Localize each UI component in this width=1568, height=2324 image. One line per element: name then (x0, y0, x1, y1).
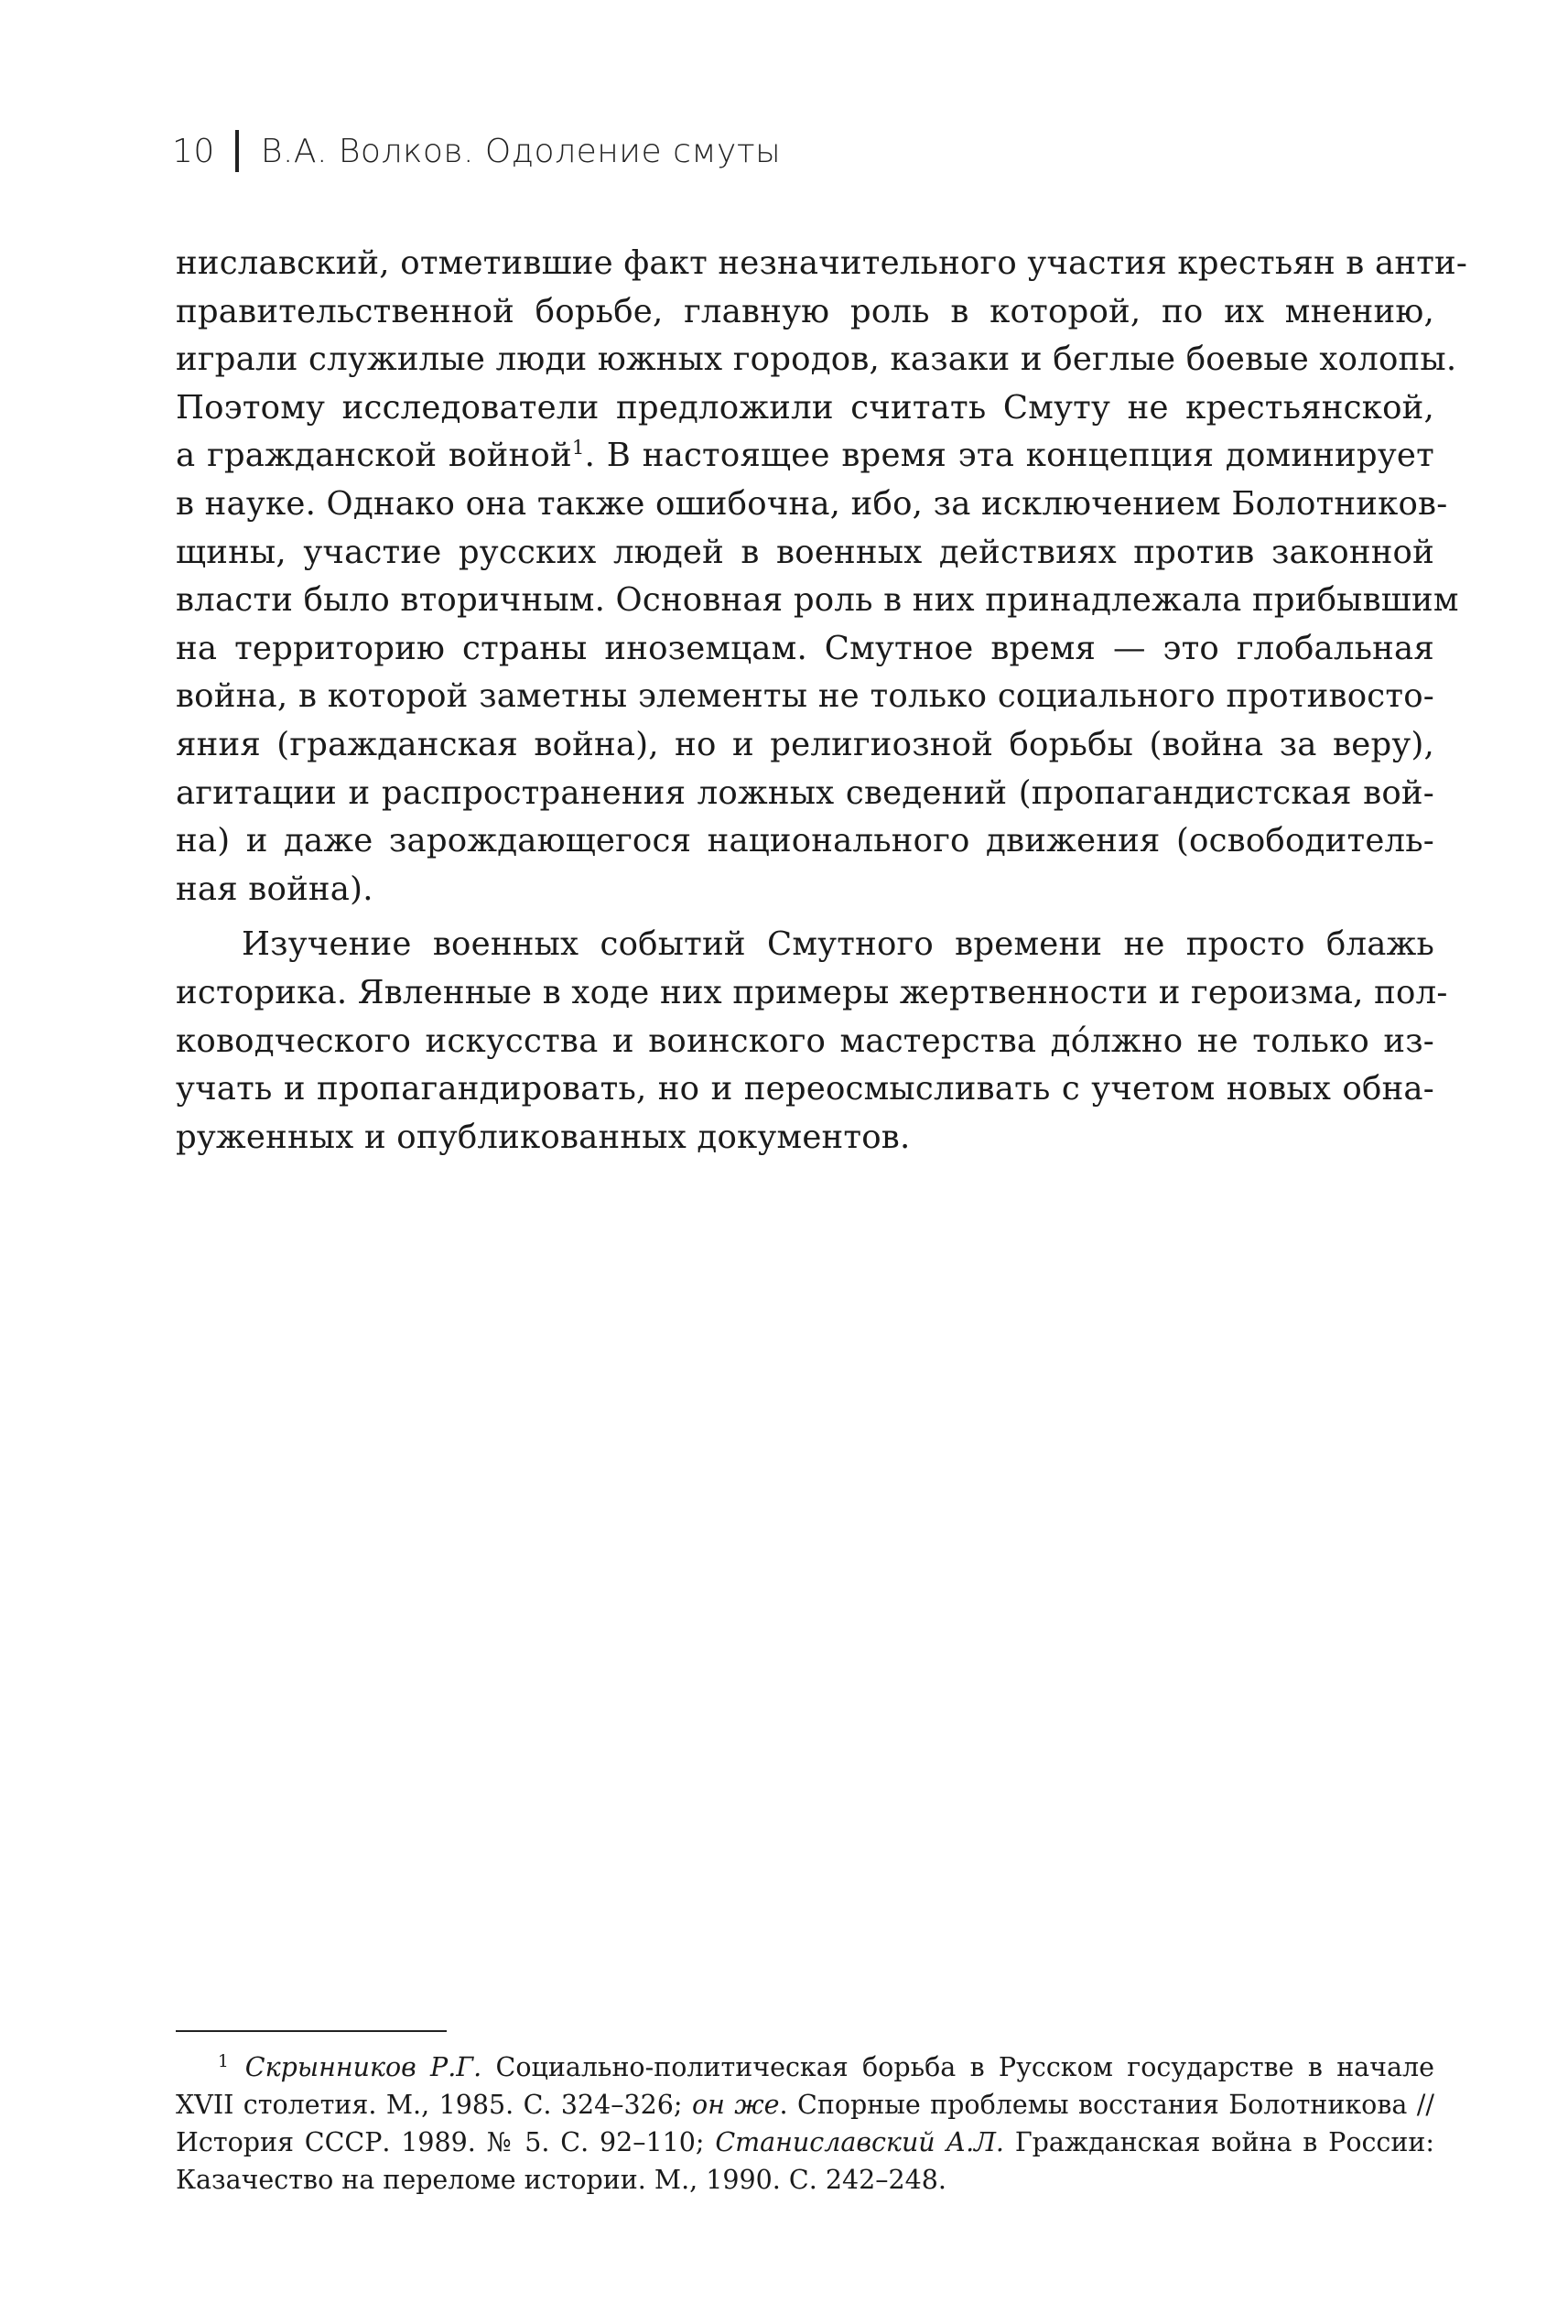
footnote-author: Скрынников Р.Г. (244, 2052, 482, 2082)
text-line: в науке. Однако она также ошибочна, ибо, за исключением Болотников- (176, 484, 1448, 523)
running-title: В.А. Волков. Одоление смуты (260, 132, 782, 170)
text-line: щины, участие русских людей в военных действиях против законной (176, 533, 1434, 571)
footnote-text: Гражданская война в России: (1003, 2127, 1434, 2157)
text-line: агитации и распространения ложных сведений (пропагандистская вой- (176, 773, 1434, 812)
text-line: на территорию страны иноземцам. Смутное время — это глобальная (176, 629, 1434, 667)
running-head (172, 130, 781, 172)
text-line: руженных и опубликованных документов. (176, 1118, 911, 1156)
text-line: играли служилые люди южных городов, казаки и беглые боевые холопы. (176, 340, 1457, 379)
footnote-text: Социально-политическая борьба в Русском государстве в начале (481, 2052, 1434, 2082)
footnote-text: . Спорные проблемы восстания Болотникова // (779, 2090, 1434, 2120)
text-line: Изучение военных событий Смутного времени не просто блажь (242, 925, 1434, 964)
footnote-divider (176, 2030, 447, 2032)
footnote-ibid: он же (691, 2090, 780, 2120)
footnote-line (176, 2124, 1434, 2161)
text-line: на) и даже зарождающегося национального движения (освободитель- (176, 822, 1434, 860)
footnote-reference[interactable]: 1 (571, 437, 585, 460)
text-fragment: В настоящее время эта концепция доминирует (606, 437, 1434, 475)
footnote-line (176, 2086, 1434, 2124)
footnote-text: История СССР. 1989. № 5. С. 92–110; (176, 2127, 716, 2157)
text-fragment: а гражданской войной (176, 437, 572, 475)
body-text (176, 240, 1468, 1162)
text-line: правительственной борьбе, главную роль в которой, по их мнению, (176, 292, 1434, 330)
footnote-author: Станиславский А.Л. (715, 2127, 1004, 2157)
text-line: учать и пропагандировать, но и переосмысливать с учетом новых обна- (176, 1070, 1434, 1108)
text-line: историка. Явленные в ходе них примеры жертвенности и героизма, пол- (176, 973, 1448, 1011)
text-line: ная война). (176, 870, 373, 908)
footnote (176, 2048, 1434, 2199)
footnote-text: XVII столетия. М., 1985. С. 324–326; (176, 2090, 692, 2120)
paragraph-gap (176, 913, 1434, 921)
text-line: война, в которой заметны элементы не только социального противосто- (176, 677, 1434, 716)
footnote-line: Казачество на переломе истории. М., 1990. С. 242–248. (176, 2165, 946, 2195)
text-line: яния (гражданская война), но и религиозной борьбы (война за веру), (176, 725, 1434, 763)
page-number: 10 (172, 132, 215, 170)
text-line: власти было вторичным. Основная роль в них принадлежала прибывшим (176, 581, 1459, 620)
text-line: ководческого искусства и воинского мастерства до́лжно не только из- (176, 1021, 1434, 1060)
text-line: Поэтому исследователи предложили считать Смуту не крестьянской, (176, 388, 1434, 427)
footnote-line (176, 2048, 1434, 2086)
footnote-number: 1 (218, 2051, 229, 2071)
header-separator (235, 130, 239, 172)
text-line: ниславский, отметившие факт незначительного участия крестьян в анти- (176, 244, 1468, 282)
text-line: а гражданской войной$^1$. В настоящее время эта концепция доминирует (176, 437, 1434, 475)
